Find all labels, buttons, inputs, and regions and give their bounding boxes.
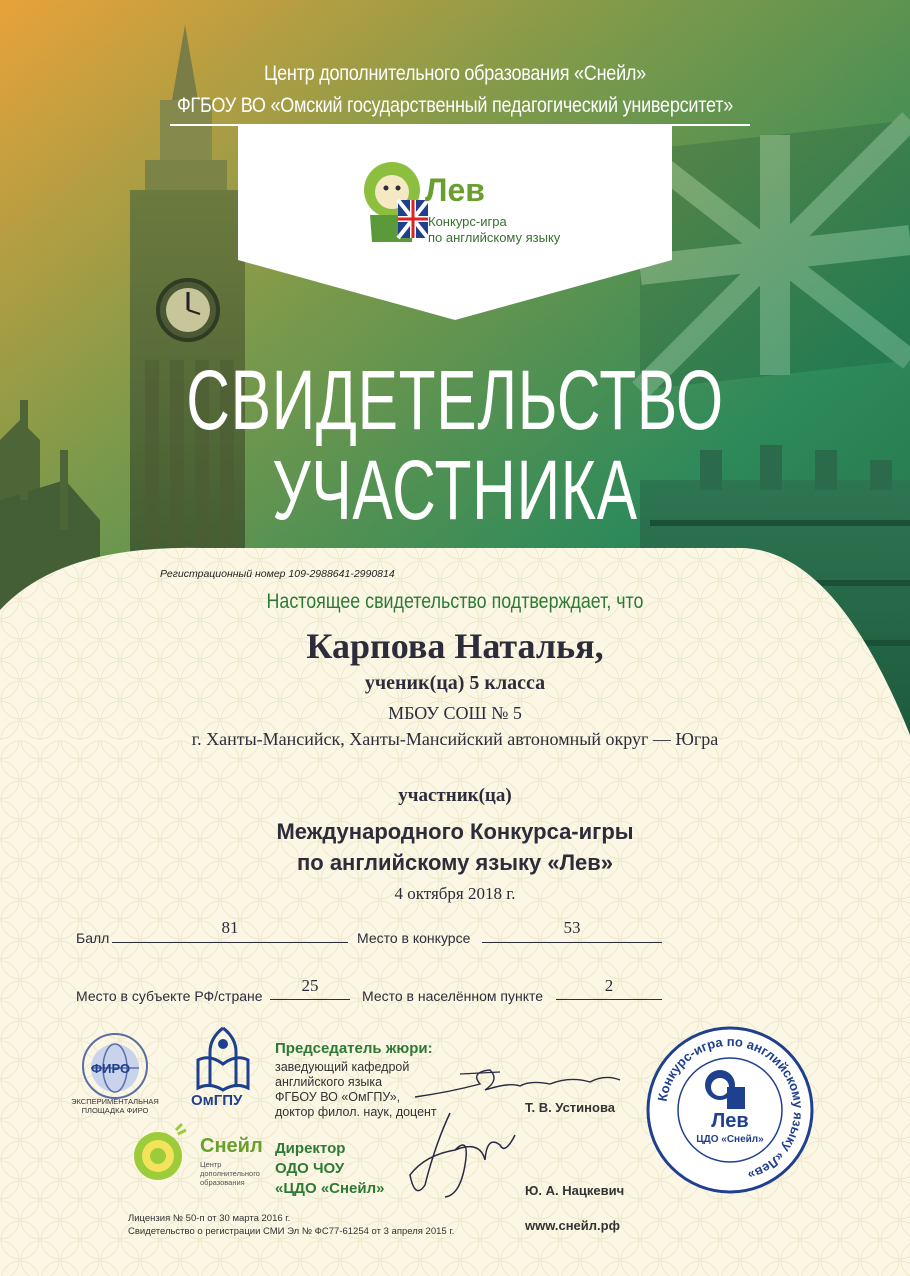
participant-label: участник(ца) <box>398 785 512 806</box>
jury-line-1: заведующий кафедрой <box>275 1060 410 1074</box>
stamp-ring-text: Конкурс-игра по английскому языку «Лев» <box>654 1033 807 1184</box>
certificate-title-line-2: УЧАСТНИКА <box>272 443 638 537</box>
region-place-label: Место в субъекте РФ/стране <box>76 988 263 1004</box>
logo-subtitle-2: по английскому языку <box>428 230 561 245</box>
recipient-grade: ученик(ца) 5 класса <box>364 672 546 694</box>
snail-name: Снейл <box>200 1135 263 1157</box>
firo-caption-2: ПЛОЩАДКА ФИРО <box>81 1106 149 1115</box>
organization-line-1: Центр дополнительного образования «Снейл» <box>264 62 646 85</box>
locality-place-value: 2 <box>604 976 614 995</box>
jury-line-2: английского языка <box>275 1075 383 1089</box>
contest-place-line <box>482 942 662 943</box>
media-registration-text: Свидетельство о регистрации СМИ Эл № ФС77-61254 от 3 апреля 2015 г. <box>128 1226 455 1237</box>
jury-line-4: доктор филол. наук, доцент <box>275 1105 437 1119</box>
logo-subtitle-1: Конкурс-игра <box>428 214 507 229</box>
contest-place-value: 53 <box>563 918 581 937</box>
contest-date: 4 октября 2018 г. <box>394 884 516 903</box>
locality-place-label: Место в населённом пункте <box>362 988 544 1004</box>
omgpu-logo-icon <box>192 1024 254 1094</box>
director-line-1: Директор <box>275 1140 346 1157</box>
contest-place-label: Место в конкурсе <box>357 930 471 946</box>
jury-signature <box>410 1062 630 1107</box>
license-text: Лицензия № 50-п от 30 марта 2016 г. <box>128 1213 291 1224</box>
snail-sub-1: Центр <box>200 1160 222 1169</box>
locality-place-line <box>556 999 662 1000</box>
snail-logo-icon <box>128 1122 190 1184</box>
snail-sub-2: дополнительного <box>200 1169 260 1178</box>
score-line <box>112 942 348 943</box>
certificate-title-line-1: СВИДЕТЕЛЬСТВО <box>186 353 724 447</box>
organization-line-2: ФГБОУ ВО «Омский государственный педагогический университет» <box>176 94 734 117</box>
director-signer: Ю. А. Нацкевич <box>525 1183 625 1198</box>
snail-sub-3: образования <box>200 1178 245 1187</box>
recipient-school: МБОУ СОШ № 5 <box>388 703 522 723</box>
firo-caption-1: ЭКСПЕРИМЕНТАЛЬНАЯ <box>71 1097 159 1106</box>
omgpu-name: ОмГПУ <box>191 1092 243 1109</box>
confirm-text: Настоящее свидетельство подтверждает, что <box>266 590 644 613</box>
stamp-subtitle: ЦДО «Снейл» <box>696 1134 764 1145</box>
stamp-title: Лев <box>711 1110 749 1132</box>
logo-title: Лев <box>425 172 485 208</box>
contest-name-line-2: по английскому языку «Лев» <box>296 850 614 875</box>
director-line-3: «ЦДО «Снейл» <box>275 1180 385 1197</box>
director-line-2: ОДО ЧОУ <box>275 1160 345 1177</box>
website-link[interactable]: www.снейл.рф <box>525 1218 620 1233</box>
flag-background <box>640 120 910 390</box>
recipient-city: г. Ханты-Мансийск, Ханты-Мансийский автономный округ — Югра <box>191 729 719 749</box>
director-signature <box>395 1105 525 1205</box>
score-value: 81 <box>221 918 239 937</box>
jury-signer: Т. В. Устинова <box>525 1100 616 1115</box>
jury-heading: Председатель жюри: <box>275 1040 433 1057</box>
registration-number: Регистрационный номер 109-2988641-2990814 <box>160 568 395 580</box>
firo-name: ФИРО <box>91 1061 131 1076</box>
region-place-line <box>270 999 350 1000</box>
jury-line-3: ФГБОУ ВО «ОмГПУ», <box>275 1090 401 1104</box>
recipient-name: Карпова Наталья, <box>306 626 604 666</box>
region-place-value: 25 <box>301 976 319 995</box>
contest-name-line-1: Международного Конкурса-игры <box>276 819 634 844</box>
score-label: Балл <box>76 930 110 946</box>
